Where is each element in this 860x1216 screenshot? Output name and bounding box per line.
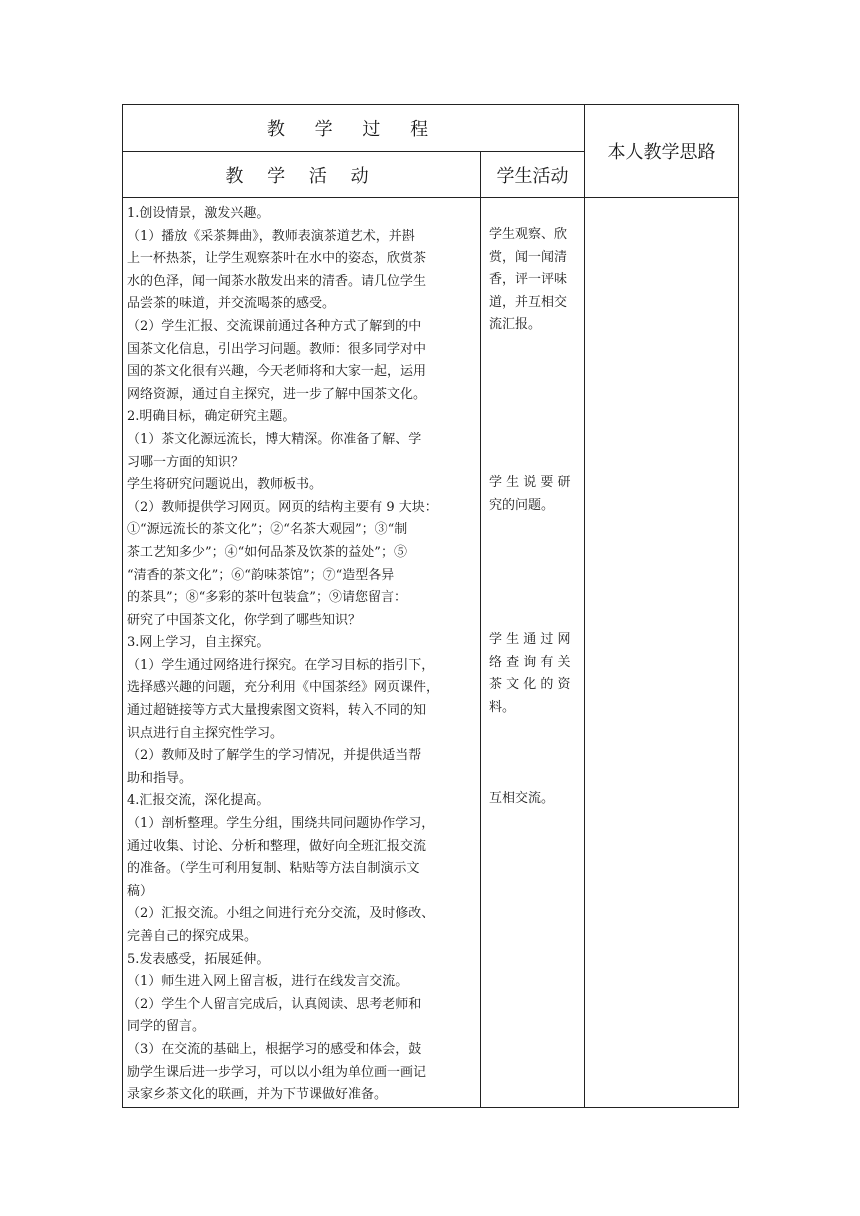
student-activity-line: 赏，闻一闻清	[489, 249, 568, 265]
teaching-process-header: 教 学 过 程	[123, 105, 585, 152]
activity-line: 励学生课后进一步学习，可以以小组为单位画一画记	[127, 1064, 427, 1080]
student-activity-line: 究的问题。	[489, 497, 555, 513]
activity-line: 稿）	[127, 883, 154, 899]
activity-line: （2）教师提供学习网页。网页的结构主要有 9 大块：	[127, 499, 438, 515]
student-activity-block	[489, 472, 577, 517]
activity-line: 选择感兴趣的问题，充分利用《中国茶经》网页课件，	[127, 680, 440, 696]
activity-line: 识点进行自主探究性学习。	[127, 725, 284, 741]
activity-line: 通过超链接等方式大量搜索图文资料，转入不同的知	[127, 703, 427, 719]
activity-line: 录家乡茶文化的联画，并为下节课做好准备。	[127, 1087, 388, 1103]
activity-line: 4.汇报交流，深化提高。	[127, 793, 270, 809]
student-activity-block	[489, 629, 577, 719]
activity-line: （1）学生通过网络进行探究。在学习目标的指引下，	[127, 657, 435, 673]
student-activity-block	[489, 788, 577, 811]
activity-line: 国的茶文化很有兴趣，今天老师将和大家一起，运用	[127, 364, 427, 380]
activity-line: 1.创设情景，激发兴趣。	[127, 206, 270, 221]
activity-line: 的茶具”；⑧“多彩的茶叶包装盒”；⑨请您留言：	[127, 590, 407, 606]
activity-line: 习哪一方面的知识？	[127, 454, 245, 470]
teaching-activity-header: 教 学 活 动	[123, 152, 481, 198]
activity-line: 水的色泽，闻一闻茶水散发出来的清香。请几位学生	[127, 273, 427, 289]
activity-line: 完善自己的探究成果。	[127, 929, 258, 944]
teaching-activity-cell	[123, 198, 481, 1108]
activity-line: 品尝茶的味道，并交流喝茶的感受。	[127, 296, 336, 312]
my-teaching-ideas-header: 本人教学思路	[585, 105, 739, 198]
activity-line: （2）学生个人留言完成后，认真阅读、思考老师和	[127, 996, 422, 1012]
activity-line: 国茶文化信息，引出学习问题。教师：很多同学对中	[127, 341, 427, 357]
student-activity-cell	[481, 198, 585, 1108]
activity-line: 上一杯热茶，让学生观察茶叶在水中的姿态，欣赏茶	[127, 251, 427, 267]
activity-line: 2.明确目标，确定研究主题。	[127, 409, 296, 425]
student-activity-line: 学 生 说 要 研	[489, 475, 571, 490]
student-activity-line: 互相交流。	[489, 791, 555, 806]
activity-line: 学生将研究问题说出，教师板书。	[127, 477, 323, 493]
activity-line: （1）师生进入网上留言板，进行在线发言交流。	[127, 974, 409, 990]
student-activity-line: 料。	[489, 699, 516, 715]
student-activity-line: 学生观察、欣	[489, 227, 568, 242]
activity-line: 茶工艺知多少”；④“如何品茶及饮茶的益处”；⑤	[127, 544, 407, 560]
teaching-plan-table	[122, 104, 739, 1108]
student-activity-line: 流汇报。	[489, 317, 542, 333]
student-activity-line: 香，评一评味	[489, 272, 568, 288]
student-activity-line: 道，并互相交	[489, 294, 568, 310]
student-activity-line: 络 查 询 有 关	[489, 654, 571, 670]
activity-line: 通过收集、讨论、分析和整理，做好向全班汇报交流	[127, 838, 427, 854]
activity-line: 研究了中国茶文化，你学到了哪些知识？	[127, 612, 362, 628]
activity-line: 助和指导。	[127, 770, 193, 786]
activity-line: 3.网上学习，自主探究。	[127, 635, 270, 651]
activity-line: “清香的茶文化”；⑥“韵味茶馆”；⑦“造型各异	[127, 567, 395, 583]
student-activity-line: 茶 文 化 的 资	[489, 677, 571, 693]
activity-line: （2）学生汇报、交流课前通过各种方式了解到的中	[127, 318, 422, 334]
student-activity-line: 学 生 通 过 网	[489, 632, 571, 647]
activity-line: ①“源远流长的茶文化”；②“名茶大观园”；③“制	[127, 522, 408, 538]
activity-line: 的准备。（学生可利用复制、粘贴等方法自制演示文	[127, 861, 420, 877]
activity-line: （1）茶文化源远流长，博大精深。你准备了解、学	[127, 431, 422, 447]
activity-line: （3）在交流的基础上，根据学习的感受和体会，鼓	[127, 1041, 422, 1057]
activity-line: （2）教师及时了解学生的学习情况，并提供适当帮	[127, 748, 422, 764]
activity-line: 5.发表感受，拓展延伸。	[127, 951, 270, 967]
my-teaching-ideas-cell	[585, 198, 739, 1108]
student-activity-block	[489, 224, 577, 337]
activity-line: 同学的留言。	[127, 1019, 206, 1035]
teaching-activity-text	[127, 203, 476, 1107]
activity-line: （1）剖析整理。学生分组，围绕共同问题协作学习，	[127, 816, 435, 832]
student-activity-header: 学生活动	[481, 152, 585, 198]
activity-line: （1）播放《采茶舞曲》，教师表演茶道艺术，并斟	[127, 228, 415, 244]
activity-line: 网络资源，通过自主探究，进一步了解中国茶文化。	[127, 386, 427, 402]
activity-line: （2）汇报交流。小组之间进行充分交流，及时修改、	[127, 906, 435, 922]
